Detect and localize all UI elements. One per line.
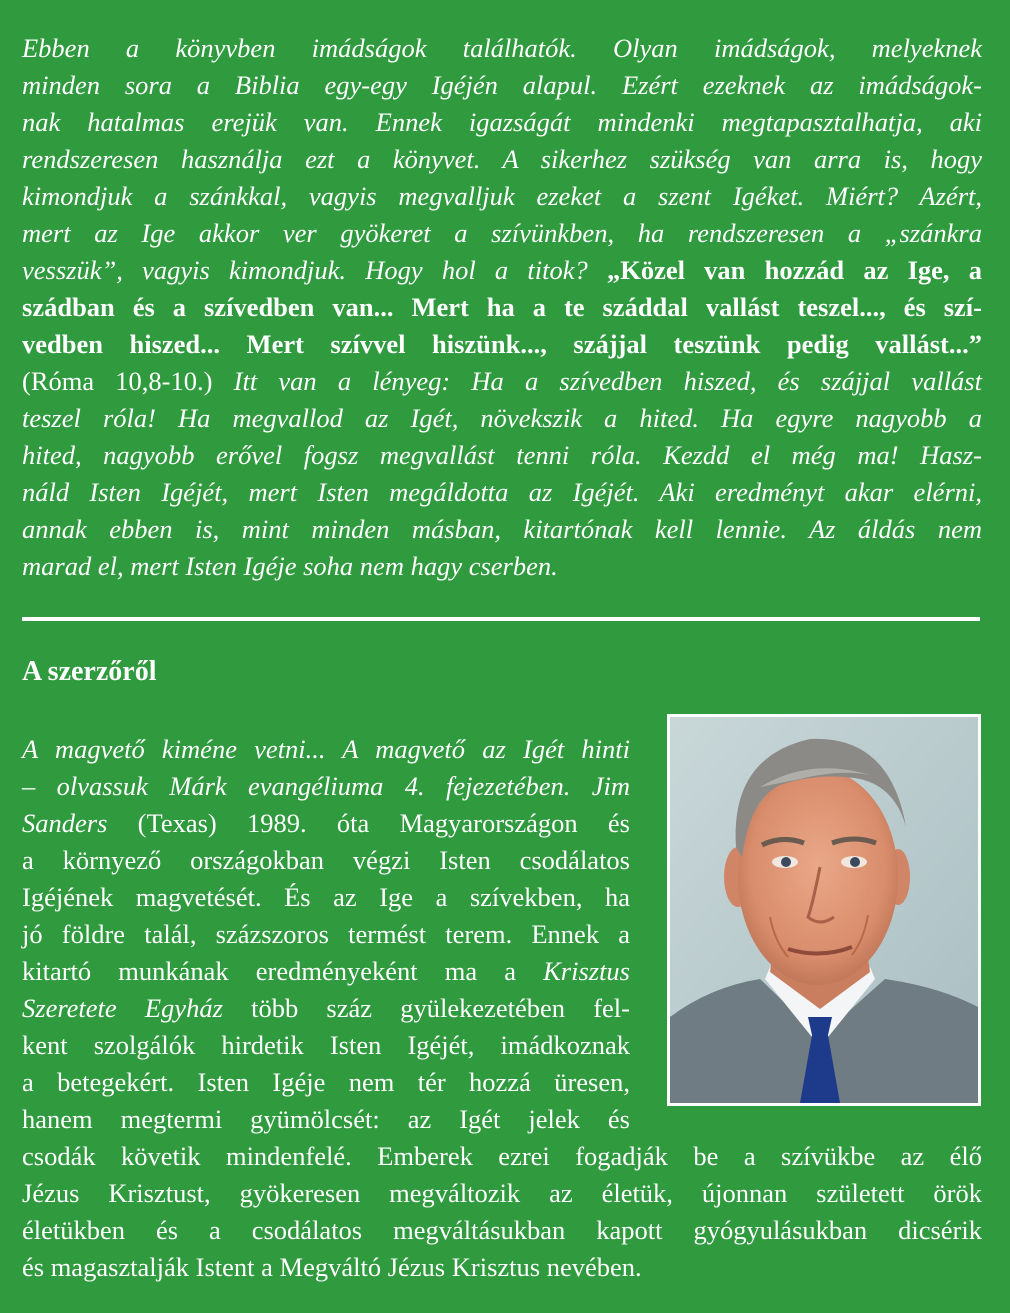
intro-line: náld Isten Igéjét, mert Isten megáldotta az Igéjét. Aki eredményt akar elérni, <box>22 477 982 507</box>
author-line: Jézus Krisztust, gyökeresen megváltozik az életük, újonnan született örök <box>22 1178 982 1208</box>
scripture-quote-line: vedben hiszed... Mert szívvel hiszünk..., szájjal teszünk pedig vallást...” <box>22 329 982 359</box>
intro-line: teszel róla! Ha megvallod az Igét, növekszik a hited. Ha egyre nagyobb a <box>22 403 982 433</box>
intro-line: mert az Ige akkor ver gyökeret a szívünkben, ha rendszeresen a „szánkra <box>22 218 982 248</box>
author-line: Sanders (Texas) 1989. óta Magyarországon és <box>22 808 630 838</box>
intro-line: vesszük”, vagyis kimondjuk. Hogy hol a titok? „Közel van hozzád az Ige, a <box>22 255 982 285</box>
author-line: Szeretete Egyház több száz gyülekezetében fel- <box>22 993 630 1023</box>
author-line: jó földre talál, százszoros termést terem. Ennek a <box>22 919 630 949</box>
church-name: Krisztus <box>543 956 630 986</box>
author-line: és magasztalják Istent a Megváltó Jézus Krisztus nevében. <box>22 1252 642 1282</box>
author-line: A magvető kiméne vetni... A magvető az Igét hinti <box>22 734 630 764</box>
intro-line: Ebben a könyvben imádságok találhatók. Olyan imádságok, melyeknek <box>22 33 982 63</box>
church-name: Szeretete Egyház <box>22 993 223 1023</box>
author-line: – olvassuk Márk evangéliuma 4. fejezetében. Jim <box>22 771 630 801</box>
intro-line: minden sora a Biblia egy-egy Igéjén alapul. Ezért ezeknek az imádságok- <box>22 70 982 100</box>
author-line: kitartó munkának eredményeként ma a Krisztus <box>22 956 630 986</box>
intro-line: hited, nagyobb erővel fogsz megvallást tenni róla. Kezdd el még ma! Hasz- <box>22 440 982 470</box>
intro-line: (Róma 10,8-10.) Itt van a lényeg: Ha a szívedben hiszed, és szájjal vallást <box>22 366 982 396</box>
scripture-quote-line: szádban és a szívedben van... Mert ha a te száddal vallást teszel..., és szí- <box>22 292 982 322</box>
intro-line: nak hatalmas erejük van. Ennek igazságát mindenki megtapasztalhatja, aki <box>22 107 982 137</box>
author-line: Igéjének magvetését. És az Ige a szívekben, ha <box>22 882 630 912</box>
section-divider <box>22 617 980 621</box>
author-line: kent szolgálók hirdetik Isten Igéjét, imádkoznak <box>22 1030 630 1060</box>
intro-line: marad el, mert Isten Igéje soha nem hagy cserben. <box>22 551 558 581</box>
intro-line: rendszeresen használja ezt a könyvet. A sikerhez szükség van arra is, hogy <box>22 144 982 174</box>
author-line: csodák követik mindenfelé. Emberek ezrei fogadják be a szívükbe az élő <box>22 1141 982 1171</box>
author-heading: A szerzőről <box>22 656 157 687</box>
author-photo <box>667 714 981 1106</box>
author-line: életükben és a csodálatos megváltásukban kapott gyógyulásukban dicsérik <box>22 1215 982 1245</box>
author-name: Sanders <box>22 808 108 838</box>
scripture-reference: (Róma 10,8-10.) <box>22 366 234 396</box>
scripture-quote: „Közel van hozzád az Ige, a <box>606 255 982 285</box>
author-line: a környező országokban végzi Isten csodálatos <box>22 845 630 875</box>
author-line: a betegekért. Isten Igéje nem tér hozzá üresen, <box>22 1067 630 1097</box>
author-line: hanem megtermi gyümölcsét: az Igét jelek és <box>22 1104 630 1134</box>
intro-line: annak ebben is, mint minden másban, kitartónak kell lennie. Az áldás nem <box>22 514 982 544</box>
intro-line: kimondjuk a szánkkal, vagyis megvalljuk ezeket a szent Igéket. Miért? Azért, <box>22 181 982 211</box>
